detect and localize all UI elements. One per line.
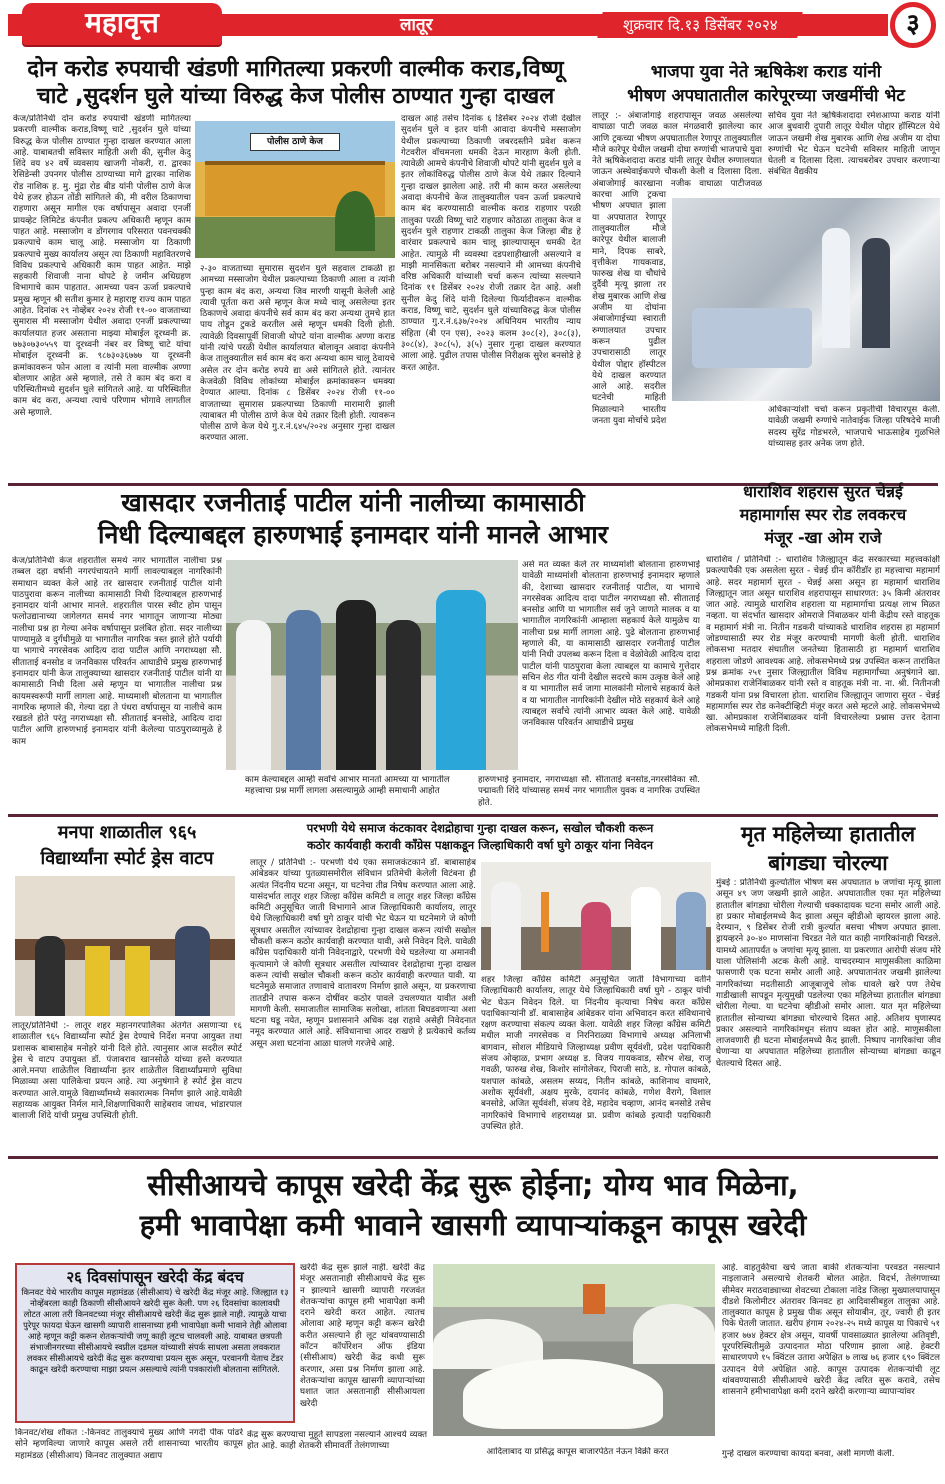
cotton-photo-caption: आदिलाबाद या प्रसिद्ध कापूस बाजारपेठेत नेऊन विक्री करत [486,1447,669,1457]
article2-col2: सचिव युवा नेते ऋषिकेशदादा रमेशआप्पा कराड यांनी आज बुधवारी दुपारी लातूर येथील पोद्दार हॉस्पिटल येथे जाऊन जखमी शेख मुबारक आणि शेख अजीम या दोघा रुग्णांची भेट घेऊन घटनेची सविस्तर माहिती जाणून घेतली व दिलासा दिला. त्याचबरोबर उपचार करणाऱ्या संबंधित वैद्यकीय [768,111,940,178]
headline-line: विद्यार्थ्यांना स्पोर्ट ड्रेस वाटप [40,848,214,869]
article8-col3: आहे. वाहतुकीचा खर्च जाता बाकी शेतकऱ्यांना परवडत नसल्याने नाइलाजाने असल्याचे शेतकरी बोलत आहेत. विदर्भ, तेलंगणाच्या सीमेवर मराठवाड्याच्या शेवटच्या टोकाला नांदेड जिल्हा मुख्यालयापासून दीडशे किलोमीटर अंतरावर किनवट हा आदिवासीबहुल तालुका आहे. तालुक्यात कापूस हे प्रमुख पीक असून सोयाबीन, तूर, ज्वारी ही इतर पिके घेतली जातात. खरीप हंगाम २०२४-२५ मध्ये कापूस या पिकाचे ५१ हजार ७७४ हेक्टर क्षेत्र असून, यावर्षी पावसाळ्यात झालेल्या अतिवृष्टी, पूरपरिस्थितीमुळे उत्पादनात मोठा परिणाम झाला आहे. हेक्टरी साधारणपणे १५ क्विंटल उतारा अपेक्षित ७ लाख ७६ हजार ६९० क्विंटल उत्पादन येणे अपेक्षित आहे. कापूस उत्पादक शेतकऱ्यांची लूट थांबवण्यासाठी सीसीआयचे खरेदी केंद्र त्वरित सुरू करावे, तसेच शासनाने हमीभावापेक्षा कमी दराने खरेदी करणाऱ्या व्यापाऱ्यांवर [722,1263,940,1398]
article5-body: लातूर/प्रतिनिधी :- लातूर शहर महानगरपालिका अंतर्गत असणाऱ्या १६ शाळातील ९६५ विद्यार्थ्यांना स्पोर्ट ड्रेस देण्याचे निर्देश मनपा आयुक्त तथा प्रशासक बाबासाहेब मनोहरे यांनी दिले होते. त्यानुसार आज सदरील स्पोर्ट ड्रेस चे वाटप उपायुक्त डॉ. पंजाबराव खानसोळे यांच्या हस्ते करण्यात आले.मनपा शाळेतील विद्यार्थ्यांना इतर शाळेतील विद्यार्थ्यांप्रमाणे सुविधा मिळाव्या असा पालिकेचा प्रयत्न आहे. त्या अनुषंगाने हे स्पोर्ट ड्रेस वाटप करण्यात आले.यामुळे विद्यार्थ्यांमध्ये सकारात्मक निर्माण झाले आहे.यावेळी सहाय्यक आयुक्त निर्मल माने,शिक्षणाधिकारी साहेबराव जाधव, भांडारपाल बालाजी शिंदे यांची प्रमुख उपस्थिती होती. [12,1021,242,1122]
article7-body: मुंबई : प्रतिनिधी कुर्ल्यातील भीषण बस अपघातात ७ जणांचा मृत्यू झाला असून ४९ जण जखमी झाले आहेत. अपघातातील एका मृत महिलेच्या हातातील बांगड्या चोरीला गेल्याची धक्कादायक घटना समोर आली आहे. हा प्रकार मोबाईलमध्ये कैद झाला असून व्हीडीओ व्हायरल झाला आहे. देरम्यान, ९ डिसेंबर रोजी रात्री कुर्ल्यात बसचा भीषण अपघात झाला. ड्रायव्हरने ३०-४० माणसांना चिरडत नेले यात काही नागरिकांनाही चिरडले. यामध्ये आतापर्यंत ७ जणांचा मृत्यू झाला. या प्रकरणात आरोपी संजय मोरे याला पोलिसांनी अटक केली आहे. याचदरम्यान माणुसकीला काळिमा फासणारी एक घटना समोर आली आहे. अपघातानंतर जखमी झालेल्या नागरिकांच्या मदतीसाठी आजूबाजूचे लोक धावले खरे पण तेथेच गाडीखाली सापडून मृत्युमुखी पडलेल्या एका महिलेच्या हातातील बांगड्या चोरीला गेल्या. या घटनेचा व्हीडीओ समोर आला. यात मृत महिलेच्या हातातील सोन्याच्या बांगड्या चोरल्याचे दिसत आहे. अतिशय घृणास्पद प्रकार असल्याने नागरिकांमधून संताप व्यक्त होत आहे. माणुसकीला लाजवणारी ही घटना मोबाईलमध्ये कैद झाली. निष्पाप नागरिकांचा जीव घेणाऱ्या या अपघातात महिलेच्या हातातील सोन्याच्या बांगड्या काढून घेतल्याचे दिसत आहे. [716,878,941,1069]
headline-line: परभणी येथे समाज कंटकावर देशद्रोहाचा गुन्हा दाखल करून, सखोल चौकशी करून [306,821,654,835]
memorandum-submission-photo [481,862,711,970]
headline-line: धाराशिव शहरास सुरत चेन्नई [743,482,903,501]
issue-date: शुक्रवार दि.१३ डिसेंबर २०२४ [597,12,803,38]
headline-line: मृत महिलेच्या हातातील [740,822,916,846]
article8-col2-tail: केंद्र सुरू करण्याचा मुहूर्त सापडला नसल्याने आश्चर्य व्यक्त होत आहे. काही शेतकरी सीमावर्ती तेलंगणाच्या [247,1430,427,1452]
headline-line: बांगड्या चोरल्या [768,851,888,875]
article3-caption-left: काम केल्याबद्दल आम्ही सर्वांचे आभार मानतो आमच्या या भागातील महत्त्वाचा प्रश्न मार्गी लागला असल्यामुळे आम्ही समाधानी आहोत [245,775,450,797]
article3-headline [8,487,698,551]
headline-line: भीषण अपघातातील कारेपूरच्या जखमींची भेट [627,86,905,106]
article1-col2: २-३० वाजताच्या सुमारास सुदर्शन घुले सहवाल टाकळी हा आमच्या मस्साजोग येथील प्रकल्पाच्या ठिकाणी आला व त्यांनी पुन्हा काम बंद करा, अन्यथा जिव मारणी यासूनी केलेली आहे त्यावी पूर्तता करा असे म्हणून केज मध्ये चालू असलेल्या इतर ठिकाणचे अवादा कंपनीचे सर्व काम बंद करा अन्यथा तुमचे हात पाय तोडून टुकडे करतील असे म्हणून धमकी दिली होती. त्यावेळी दिवसापूर्वी शिवाजी थोपटे यांना वाल्मीक अण्णा कराड यांनी त्यांचे परळी येथील कार्यालयात बोलावून अवादा कंपनीने केज तालुक्यातील सर्व काम बंद करा अन्यथा काम चालू ठेवायचे असेल तर दोन करोड रुपये द्या असे सांगितले होते. त्यानंतर केजवेळी विविध लोकांच्या मोबाईल क्रमांकावरून धमक्या देण्यात आल्या. दिनांक ८ डिसेंबर २०२४ रोजी ११-०० वाजताच्या सुमारास प्रकल्पाच्या ठिकाणी मारामारी झाली त्याबाबत मी पोलीस ठाणे केज येथे तक्रार दिली होती. त्यावरून पोलीस ठाणे केज येथे गु.र.नं.६४५/२०२४ अनुसार गुन्हा दाखल करण्यात आला. [200,264,395,444]
article3-col1: केज/प्रतिनिधी केज शहरातील समर्थ नगर भागातील नालीचा प्रश्न तब्बल दहा वर्षानी नगरपंचायतने मार्गी लावल्याबद्दल नागरिकांनी समाधान व्यक्त केले आहे तर खासदार रजनीताई पाटील यांनी पाठपुरावा करून नालीच्या कामासाठी निधी दिल्याबद्दल हारुणभाई इनामदार यांनी आभार मानले. शहरातील पारस स्वीट होम पासून फलोउद्यानाच्या जागेलगत समर्थ नगर भागातून जाणाऱ्या मोठ्या नालीचा प्रश्न हा गेल्या अनेक वर्षापासून प्रलंबित होता. सदर नालीच्या पाण्यामुळे व दुर्गंधीमुळे या भागातील नागरिक त्रस्त झाले होते पर्यायी या भागाचे नगरसेवक आदित्य दादा पाटील आणि नगराध्यक्षा सौ. सीताताई बनसोड व जनविकास परिवर्तन आघाडीचे प्रमुख हारुणभाई इनामदार यांनी केज तालुक्याच्या खासदार रजनीताई पाटील यांनी या कामासाठी निधी दिला असे म्हणून या भागातील नालीचा प्रश्न कायमस्वरूपी मार्गी लागला आहे. माध्यमाशी बोलताना या भागातील नागरिक म्हणाले की, गेल्या दहा ते पंधरा वर्षापासून या नालीचे काम रखडले होते परंतु नगराध्यक्षा सौ. सीताताई बनसोडे, आदित्य दादा पाटील आणि हारुणभाई इनामदार यांनी केलेल्या पाठपुराव्यामुळे हे काम [12,556,222,747]
article5-headline [8,820,246,872]
edition-city: लातूर [400,15,433,35]
headline-line: मंजूर -खा ओम राजे [764,528,882,547]
article3-caption-right: हारुणभाई इनामदार, नगराध्यक्षा सौ. सीताताई बनसोड,नगरसेविका सौ. पद्मावती शिंदे यांच्यासह समर्थ नगर भागातील युवक व नागरिक उपस्थित होते. [478,775,700,807]
headline-line: सीसीआयचे कापूस खरेदी केंद्र सुरू होईना; योग्य भाव मिळेना, [147,1168,799,1202]
headline-line: निधी दिल्याबद्दल हारुणभाई इनामदार यांनी मानले आभार [98,520,608,549]
article3-col3: असे मत व्यक्त केले तर माध्यमांशी बोलताना हारुणभाई यावेळी माध्यमांशी बोलताना हारुणभाई इनामदार म्हणाले की, देशाच्या खासदार रजनीताई पाटील, या भागाचे नगरसेवक आदित्य दादा पाटील नगराध्यक्षा सौ. सीताताई बनसोड आणि या भागातील सर्व जुने जाणते मालक व या भागातील नागरिकांनी आम्हाला सहकार्य केले यामुळेच या नालीचा प्रश्न मार्गी लागला आहे. पुढे बोलताना हारुणभाई म्हणाले की, या कामासाठी खासदार रजनीताई पाटील यांनी निधी उपलब्ध करून दिला व वेळोवेळी आदित्य दादा पाटील यांनी पाठपुरावा केला त्याबद्दल या कामाचे गुत्तेदार सचिन शेठ गीत यांनी देखील सदरचे काम उत्कृष्ठ केले आहे व या भागातील सर्व जागा मालकांनी मोलाचे सहकार्य केले व या भागातील नागरिकांनी देखील मोठे सहकार्य केले आहे त्याबद्दल सर्वांचे त्यांनी आभार व्यक्त केले आहे. यावेळी जनविकास परिवर्तन आघाडीचे प्रमुख [522,560,700,729]
section-divider [8,814,938,817]
headline-line: चाटे ,सुदर्शन घुले यांच्या विरुद्ध केज पोलीस ठाण्यात गुन्हा दाखल [36,84,555,109]
headline-line: मनपा शाळातील ९६५ [57,822,197,843]
article6-col1: लातूर / प्रतिनिधी :- परभणी येथे एका समाजकंटकाने डॉ. बाबासाहेब आंबेडकर यांच्या पुतळ्यासमोरील संविधान प्रतिमेची केलेली विटंबना ही अत्यंत निंदनीय घटना असून, या घटनेचा तीव्र निषेध करण्यात आला आहे. यासंदर्भात लातूर शहर जिल्हा काँग्रेस कमिटी व लातूर शहर जिल्हा काँग्रेस कमिटी अनुसूचित जाती विभागाने आज जिल्हाधिकारी कार्यालय, लातूर येथे जिल्हाधिकारी वर्षा घुगे ठाकूर यांची भेट घेऊन या घटनेमागे जे कोणी सूत्रधार असतील त्यांच्यावर देशद्रोहाचा गुन्हा दाखल करून त्यांची सखोल चौकशी करून कठोर कार्यवाही करण्यात यावी, असे निवेदन दिले. यावेळी काँग्रेस पदाधिकारी यांनी निवेदनाद्वारे, परभणी येथे घडलेल्या या अमानवी कृत्यामागे जे कोणी सूत्रधार असतील त्यांच्यावर देशद्रोहाचा गुन्हा दाखल करून त्यांची सखोल चौकशी करून कठोर कार्यवाही करण्यात यावी. या घटनेमुळे समाजात तणावाचे वातावरण निर्माण झाले असून, या प्रकरणाचा तातडीने तपास करून दोषींवर कठोर पावले उचलण्यात यावीत अशी मागणी केली. समाजातील सामाजिक सलोखा, शांतता बिघडवणाऱ्या अशा घटना घडू नयेत, म्हणून प्रशासनाने अधिक दक्ष राहावे असेही निवेदनात नमूद करण्यात आले आहे. संविधानाचा आदर राखणे हे प्रत्येकाचे कर्तव्य असून अशा घटनांना आळा घालणे गरजेचे आहे. [250,858,476,1049]
section-divider [8,1156,938,1159]
box-title: २६ दिवसांपासून खरेदी केंद्र बंदच [66,1268,244,1286]
police-station-sign: पोलीस ठाणे केज [250,133,340,151]
page-number: ३ [890,2,936,48]
headline-line: हमी भावापेक्षा कमी भावाने खासगी व्यापाऱ्यांकडून कापूस खरेदी [139,1208,807,1242]
article4-body: धाराशिव / प्रतिनिधी :- धाराशिव जिल्ह्यातून केंद्र सरकारच्या महत्त्वकांक्षी प्रकल्पापैकी एक असलेला सुरत - चेन्नई ग्रीन कॉरीडॉर हा महत्त्वाचा महामार्ग आहे. सदर महामार्ग सुरत - चेन्नई असा असून हा महामार्ग धाराशिव जिल्ह्यातून जात असून धाराशिव शहरापासून साधारणत: ३५ किमी अंतरावर जात आहे. त्यामुळे धाराशिव शहराला या महामार्गाचा प्रत्यक्ष लाभ मिळत नव्हता. या संदर्भात खासदार ओमराजे निंबाळकर यांनी केंद्रीय रस्ते वाहतूक व महामार्ग मंत्री ना. नितीन गडकरी यांच्याकडे धाराशिव शहरास हा महामार्ग जोडण्यासाठी स्पर रोड मंजूर करण्याची मागणी केली होती. धाराशिव लोकसभा मतदार संघातील जनतेच्या हितासाठी हा महामार्ग धाराशिव शहराला जोडणे आवश्यक आहे. लोकसभेमध्ये प्रश्न उपस्थित करून तारांकित प्रश्न क्रमांक २५१ नुसार जिल्ह्यातील विविध महामार्गांच्या अनुषंगाने खा. ओमप्रकाश राजेनिंबाळकर यांनी रस्ते व वाहतूक मंत्री ना. ना. श्री. नितीनजी गडकरी यांना प्रश्न विचारला होता. धाराशिव जिल्ह्यातून जाणारा सुरत - चेन्नई महामार्गास स्पर रोड कनेक्टीव्हिटी मंजूर करत असे म्हटले आहे. लोकसभेमध्ये खा. ओमप्रकाश राजेनिंबाळकर यांनी विचारलेल्या प्रश्नास उत्तर देताना लोकसभेमध्ये माहिती दिली. [706,555,940,735]
newspaper-title: महावृत्त [22,3,222,45]
article8-col3-tail: गुन्हे दाखल करण्याचा कायदा बनवा, अशी मागणी केली. [722,1449,895,1459]
box-body: किनवट येथे भारतीय कापूस महामंडळ (सीसीआय) चे खरेदी केंद्र मंजूर आहे. जिल्ह्यात १३ नोव्हेंबरला काही ठिकाणी सीसीआयने खरेदी सुरू केली. पण २६ दिवसांचा कालावधी लोटत आला तरी किनवटच्या मंजूर सीसीआयचे खरेदी केंद्र सुरू झाले नाही. त्यामुळे याचा पुरेपूर फायदा घेऊन खासगी व्यापारी शासनाच्या हमी भावापेक्षा कमी भावाने तेही ओलावा आहे म्हणून कट्टी करून शेतकऱ्यांची जणू काही लूटच चालवली आहे. याबाबत छत्रपती संभाजीनगरच्या सीसीआयचे स्वप्नील दडमल यांच्याशी संपर्क साधला असता लवकरात लवकर सीसीआयचे खरेदी केंद्र सुरू करण्याचा प्रयत्न सुरू असून, परवानगी येताच टेंडर काढून खरेदी करण्याचा माझा प्रयत्न असल्याचे त्यांनी पत्रकारांशी बोलताना सांगितले. [21,1287,289,1374]
article1-col3: दाखल आहे तसेच दिनांक ६ डिसेंबर २०२४ रोजी देखील सुदर्शन घुले व इतर यांनी आवादा कंपनीचे मस्साजोग येथील प्रकल्पाच्या ठिकाणी जबरदस्तीने प्रवेश करून गेटवरील वॉचमनला धमकी देऊन मारहाण केली होती. त्यावेळी आमचे कंपनीचे शिवाजी थोपटे यांनी सुदर्शन घुले व इतर लोकांविरुद्ध पोलीस ठाणे केज येथे तक्रार दिल्याने गुन्हा दाखल झालेला आहे. तरी मी काम करत असलेल्या अवादा कंपनीचे केज तालुक्यातील पवन ऊर्जा प्रकल्पाचे काम बंद करण्यासाठी वाल्मीक कराड राहणार परळी तालुका परळी विष्णू चाटे राहणार कोठाळा तालुका केज व सुदर्शन घुले राहणार टाकळी तालुका केज जिल्हा बीड हे वारंवार प्रकल्पाचे काम चालू झाल्यापासून धमकी देत आहेत. त्यामुळे मी व्यवस्था दडपशाहीखाली असल्याने व माझी मानसिकता बरोबर नसल्याने मी आमच्या कंपनीचे वरिष्ठ अधिकारी यांच्याशी चर्चा करून त्यांच्या सल्ल्याने दिनांक ११ डिसेंबर २०२४ रोजी तक्रार देत आहे. अशी सुनील केदु शिंदे यांनी दिलेल्या फिर्यादीवरून वाल्मीक कराड, विष्णू चाटे, सुदर्शन घुले यांच्याविरुद्ध केज पोलीस ठाण्यात गु.र.नं.६३७/२०२४ अधिनियम भारतीय न्याय संहिता (बी एन एस), २०२३ कलम ३०८(२), ३०८(३), ३०८(४), ३०८(५), ३(५) नुसार गुन्हा दाखल करण्यात आला आहे. पुढील तपास पोलीस निरीक्षक सुरेश बनसोडे हे करत आहेत. [401,114,581,373]
article6-headline [248,820,712,854]
group-photo-residents [226,560,518,770]
article8-headline [8,1165,938,1245]
article2-col3: अधिकाऱ्यांशी चर्चा करून प्रकृतीची विचारपूस केली. यावेळी जखमी रुग्णांचे नातेवाईक जिल्हा परिषदेचे माजी सदस्य सुरेंद्र गोडभरले, भाजपाचे भाऊसाहेब गुळभिले यांच्यासह इतर अनेक जण होते. [768,405,940,449]
headline-line: दोन करोड रुपयाची खंडणी मागितल्या प्रकरणी वाल्मीक कराड,विष्णू [27,57,564,82]
article2-col1-text: लातूर :- अंबाजोगाई शहरापासून जवळ असलेल्या वाघाळा पाटी जवळ काल मंगळवारी झालेल्या कार आणि ट्रकच्या भीषण अपघातातील रेणापूर तालुक्यातील मौजे कारेपूर येथील जखमी दोघा रुग्णांची भाजपाचे युवा नेते ऋषिकेशदादा कराड यांनी लातूर येथील रुग्णालयात जाऊन अस्थेवाईकपणे चौकशी केली व दिलासा दिला. अंबाजोगाई कारखाना नजीक वाघाळा पाटीजवळ कारचा आणि ट्रकचा भीषण अपघात झाला या अपघातात रेणापूर तालुक्यातील मौजे कारेपूर येथील बालाजी माने, दिपक साबरे, वृत्तीकेश गायकवाड, फारुख शेख या चौघांचे दुर्दैवी मृत्यू झाला तर शेख मुबारक आणि शेख अजीम या दोघांना अंबाजोगाईच्या स्वाराती रुग्णालयात उपचार करून पुढील उपचारासाठी लातूर येथील पोद्दार हॉस्पीटल येथे दाखल करण्यात आले आहे. सदरील घटनेची माहिती मिळाल्याने भारतीय जनता युवा मोर्चाचे प्रदेश [592,111,762,427]
sports-dress-distribution-photo [15,876,235,1016]
headline-line: महामार्गास स्पर रोड लवकरच [739,505,907,524]
article2-headline [590,60,942,108]
article4-headline [704,480,942,549]
headline-line: भाजपा युवा नेते ऋषिकेश कराड यांनी [650,62,882,82]
headline-line: कठोर कार्यवाही करावी कॉंग्रेस पक्षाकडून जिल्हाधिकारी वर्षा घुगे ठाकूर यांना निवेदन [306,838,654,852]
article7-headline [714,820,942,878]
headline-line: खासदार रजनीताई पाटील यांनी नालीच्या कामासाठी [121,488,585,517]
hospital-visit-photo [672,198,940,401]
cotton-heaps-photo [433,1264,715,1436]
article6-col2: शहर जिल्हा कॉंग्रेस कमिटी अनुसूचित जाती विभागाच्या वतीने जिल्हाधिकारी कार्यालय, लातूर येथे जिल्हाधिकारी वर्षा घुगे - ठाकूर यांची भेट घेऊन निवेदन दिले. या निंदनीय कृत्याचा निषेध करत कॉंग्रेस पदाधिकाऱ्यांनी डॉ. बाबासाहेब आंबेडकर यांना अभिवादन करत संविधानाचे रक्षण करण्याचा संकल्प व्यक्त केला. यावेळी शहर जिल्हा कॉंग्रेस कमिटी मधील माजी नगरसेवक व निरनिराळ्या विभागाचे अध्यक्ष अनिलाभी बागवान, सोशल मीडियाचे जिल्हाध्यक्ष प्रवीण सूर्यवंशी, प्रदेश पदाधिकारी संजय ओव्हाळ, प्रभाग अध्यक्ष ड. विजय गायकवाड, सौरभ शेख, राजू गवळी, फारुख शेख, किशोर सांगोलेकर, पिराजी साठे, ड. गोपाल कांबळे, यशपाल कांबळे, असलम सय्यद, नितीन कांबळे, काशिनाथ वाघमारे, अशोक सूर्यवंशी, अक्षय मुरके, दयानंद कांबळे, गणेश वैरागे, विशाल बनसोडे, अजित सूर्यवंशी, संजय देडे, महादेव चव्हाण, आनंद बनसोडे तसेच नागरिकांचे विभागाचे शहराध्यक्ष प्रा. प्रवीण कांबळे इत्यादी पदाधिकारी उपस्थित होते. [481,975,711,1132]
article8-col1: किनवट/शेख शौकत :-किनवट तालुक्याचे मुख्य आणि नगदी पीक पांढरे सोने म्हणविल्या जाणारे कापूस असले तरी शासनाच्या भारतीय कापूस महामंडळ (सीसीआय) किनवट तालुक्यात अद्याप [15,1428,243,1461]
article8-col2: खरेदी केंद्र सुरू झाले नाही. खरेदी केंद्र मंजूर असतानाही सीसीआयचे केंद्र सुरू न झाल्याने खासगी व्यापारी गरजवंत शेतकऱ्यांचा कापूस हमी भावापेक्षा कमी दराने खरेदी करत आहेत. त्यातच ओलावा आहे म्हणून कट्टी करून खरेदी करीत असल्याने ही लूट थांबवण्यासाठी कॉटन कॉर्पोरेशन ऑफ इंडिया (सीसीआय) खरेदी केंद्र कधी सुरू करणार, असा प्रश्न निर्माण झाला आहे. शेतकऱ्यांचा कापूस खासगी व्यापाऱ्यांच्या घशात जात असतानाही सीसीआयला खरेदी [300,1263,425,1409]
masthead [0,0,945,52]
article1-headline [8,56,583,110]
police-station-photo [195,121,395,258]
article1-col1: केज/प्रतिनिधी दोन करोड रुपयाची खंडणी मागितल्या प्रकरणी वाल्मीक कराड,विष्णू चाटे ,सुदर्शन घुले यांच्या विरुद्ध केज पोलीस ठाण्यात गुन्हा दाखल करण्यात आला आहे. याबाबतची सविस्तर माहिती अशी की, सुनील केदु शिंदे वय ४२ वर्षे व्यवसाय खाजगी नोकरी, रा. द्वारका रेसिडेन्सी उपनगर पोलीस ठाण्याच्या मागे द्वारका नाशिक रोड नाशिक ह. मु. मुंद्रा रोड बीड यांनी पोलीस ठाणे केज येथे हजर होऊन तोंडी सांगितले की, मी वरील ठिकाणचा राहणारा असून मागील एक वर्षापासून अवादा एनर्जी प्रायव्हेट लिमिटेड कंपनीत प्रकल्प अधिकारी म्हणून काम पाहत आहे. मस्साजोग व डोंगरगाव परिसरात पवनचक्की प्रकल्पाचे काम चालू आहे. मस्साजोग या ठिकाणी प्रकल्पाचे मुख्य कार्यालय असून त्या ठिकाणी महावितरणचे विविध प्रकल्पाचे अधिकारी काम पाहत आहेत. माझे सहकारी शिवाजी नाना थोपटे हे जमीन अधिग्रहण विभागाचे काम पाहतात. आमच्या पवन ऊर्जा प्रकल्पाचे प्रमुख म्हणून श्री सतीश कुमार हे महाराष्ट्र राज्य काम पाहत आहेत. दिनांक २९ नोव्हेंबर २०२४ रोजी ११-०० वाजताच्या सुमारास मी मस्साजोग येथील अवादा एनर्जी प्रकल्पाच्या कार्यालयात हजर असताना माझ्या मोबाईल दूरध्वनी क्र. ७७३०७३०५५९ या दूरध्वनी नंबर वर विष्णू चाटे यांचा मोबाईल दूरध्वनी क्र. ९८७३०३६७७७ या दूरध्वनी क्रमांकावरून फोन आला व त्यांनी मला वाल्मीक अण्णा बोलणार आहेत असे म्हणाले, तसे ते काम बंद करा व परिस्थितीमध्ये सुदर्शन घुले सांगितले आहे. या परिस्थितीत काम बंद करा, अन्यथा त्याचे परिणाम भोगावे लागतील असे म्हणाले. [13,114,191,418]
cci-closure-box [15,1263,295,1423]
